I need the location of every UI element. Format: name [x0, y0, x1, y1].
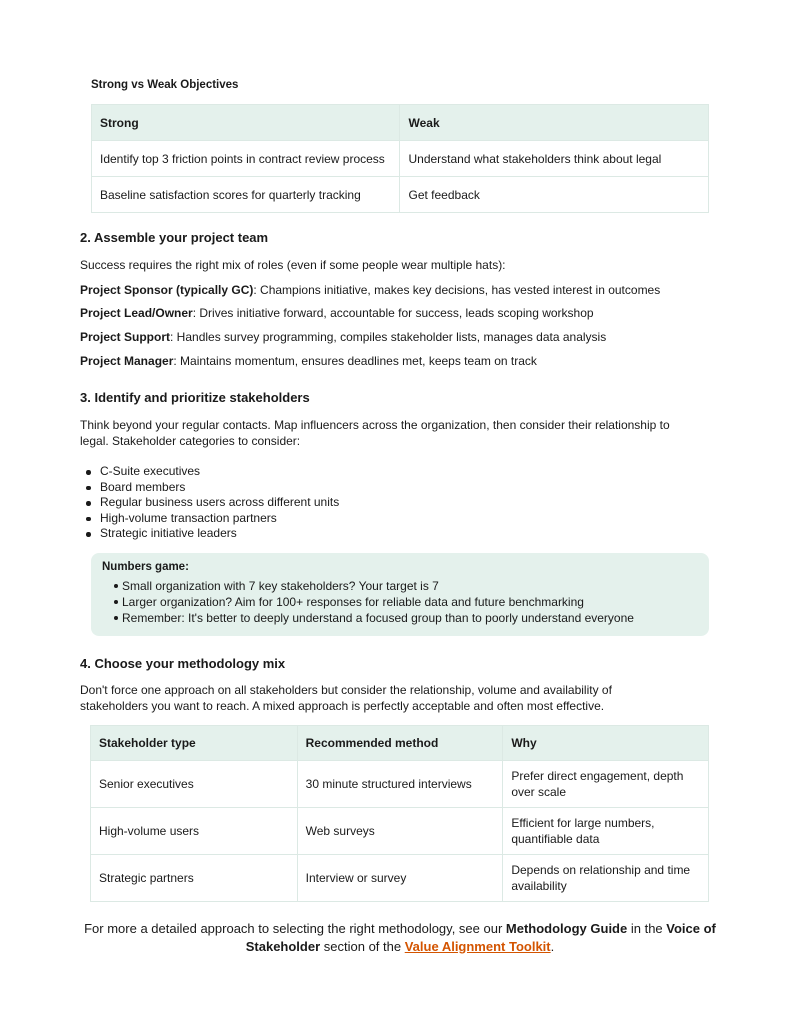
role-description: : Maintains momentum, ensures deadlines met, keeps team on track [173, 354, 537, 368]
table-cell: High-volume users [91, 808, 298, 855]
footnote-text: section of the [320, 938, 405, 954]
objectives-table [91, 104, 709, 213]
column-header-why: Why [503, 726, 709, 761]
section-heading-stakeholders: 3. Identify and prioritize stakeholders [80, 390, 310, 405]
table-cell: Understand what stakeholders think about legal [400, 141, 709, 177]
role-project-support [80, 329, 606, 345]
table-row [92, 177, 709, 213]
callout-list [102, 578, 698, 626]
footnote-text: in the [627, 921, 667, 936]
table-row [92, 141, 709, 177]
callout-title: Numbers game: [102, 561, 189, 573]
role-project-sponsor [80, 282, 660, 298]
list-item: Regular business users across different units [80, 495, 339, 511]
role-project-lead [80, 305, 594, 321]
objectives-title: Strong vs Weak Objectives [91, 79, 239, 91]
role-name: Project Manager [80, 354, 174, 368]
table-cell: Identify top 3 friction points in contract review process [92, 141, 400, 177]
table-cell: Strategic partners [91, 855, 298, 902]
table-cell: Get feedback [400, 177, 709, 213]
table-cell: Interview or survey [297, 855, 503, 902]
table-cell: Depends on relationship and time availability [503, 855, 709, 902]
list-item: High-volume transaction partners [80, 511, 339, 527]
role-name: Project Support [80, 330, 171, 344]
column-header-strong: Strong [92, 105, 400, 141]
column-header-weak: Weak [400, 105, 709, 141]
methodology-table [90, 725, 709, 902]
table-cell: 30 minute structured interviews [297, 761, 503, 808]
table-row [91, 808, 709, 855]
table-header-row [92, 105, 709, 141]
section-heading-methodology: 4. Choose your methodology mix [80, 656, 286, 671]
table-row [91, 761, 709, 808]
list-item: C-Suite executives [80, 464, 339, 480]
table-cell: Senior executives [91, 761, 298, 808]
section-heading-project-team: 2. Assemble your project team [80, 230, 269, 245]
stakeholders-intro-line2: legal. Stakeholder categories to consider: [80, 434, 301, 448]
table-row [91, 855, 709, 902]
list-item: Strategic initiative leaders [80, 526, 339, 542]
list-item: Board members [80, 480, 339, 496]
footnote-text: For more a detailed approach to selecting the right methodology, see our [84, 921, 506, 936]
column-header-stakeholder-type: Stakeholder type [91, 726, 298, 761]
methodology-footnote [60, 920, 740, 955]
role-description: : Champions initiative, makes key decisions, has vested interest in outcomes [253, 283, 661, 297]
list-item: Small organization with 7 key stakeholders? Your target is 7 [102, 578, 698, 594]
methodology-intro-line1: Don't force one approach on all stakeholders but consider the relationship, volume and availability of [80, 683, 612, 697]
table-cell: Baseline satisfaction scores for quarterly tracking [92, 177, 400, 213]
stakeholders-intro-line1: Think beyond your regular contacts. Map influencers across the organization, then consider their relationship to [80, 418, 670, 432]
table-cell: Prefer direct engagement, depth over scale [503, 761, 709, 808]
list-item: Larger organization? Aim for 100+ responses for reliable data and future benchmarking [102, 594, 698, 610]
value-alignment-toolkit-link[interactable]: Value Alignment Toolkit [404, 938, 551, 954]
methodology-guide-label: Methodology Guide [505, 921, 628, 936]
numbers-game-callout [91, 553, 709, 636]
role-description: : Drives initiative forward, accountable for success, leads scoping workshop [192, 306, 594, 320]
list-item: Remember: It's better to deeply understand a focused group than to poorly understand everyone [102, 610, 698, 626]
role-description: : Handles survey programming, compiles stakeholder lists, manages data analysis [170, 330, 607, 344]
stakeholder-categories-list [80, 464, 339, 542]
methodology-intro-line2: stakeholders you want to reach. A mixed approach is perfectly acceptable and often most effective. [80, 699, 605, 713]
role-project-manager [80, 353, 537, 369]
footnote-text: . [550, 938, 555, 954]
voice-of-stakeholder-label: Voice of Stakeholder [245, 921, 716, 954]
column-header-recommended-method: Recommended method [297, 726, 503, 761]
table-cell: Efficient for large numbers, quantifiable data [503, 808, 709, 855]
role-name: Project Lead/Owner [80, 306, 193, 320]
table-header-row [91, 726, 709, 761]
project-team-intro: Success requires the right mix of roles (even if some people wear multiple hats): [80, 258, 506, 272]
role-name: Project Sponsor (typically GC) [80, 283, 254, 297]
table-cell: Web surveys [297, 808, 503, 855]
